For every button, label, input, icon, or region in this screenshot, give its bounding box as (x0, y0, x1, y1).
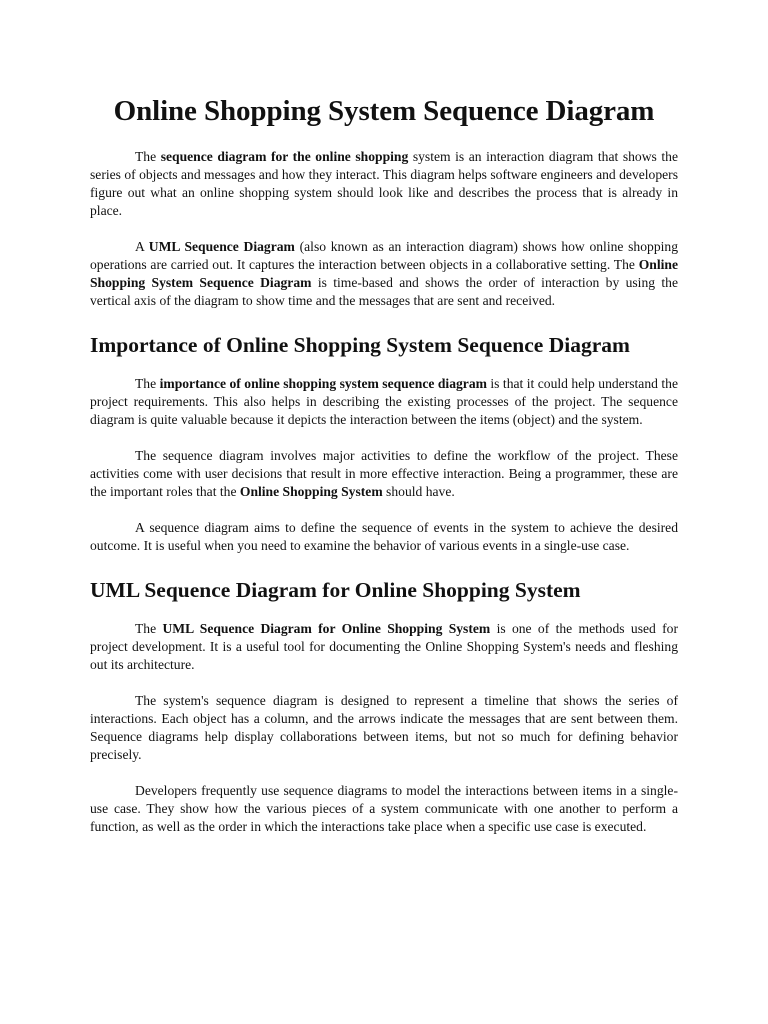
bold-phrase: UML Sequence Diagram for Online Shopping System (162, 621, 491, 636)
uml-paragraph-3 (90, 782, 678, 836)
text-run: The (135, 376, 160, 391)
bold-phrase: UML Sequence Diagram (148, 239, 295, 254)
importance-heading: Importance of Online Shopping System Sequence Diagram (90, 333, 630, 357)
text-run: is that it could help understand the project requirements. This also helps in describing the existing processes of the project. The sequence diagram is quite valuable because it depicts the interaction between the items (object) and the system. (90, 376, 678, 427)
text-run: is one of the methods used for project development. It is a useful tool for documenting the Online Shopping System's needs and fleshing out its architecture. (90, 621, 678, 672)
bold-phrase: Online Shopping System Sequence Diagram (90, 257, 678, 290)
text-run: (also known as an interaction diagram) shows how online shopping operations are carried out. It captures the interaction between objects in a collaborative setting. The (90, 239, 678, 272)
bold-phrase: importance of online shopping system sequence diagram (159, 376, 487, 391)
text-run: should have. (382, 484, 455, 499)
importance-paragraph-2 (90, 447, 678, 501)
uml-heading: UML Sequence Diagram for Online Shopping System (90, 578, 581, 602)
document-title: Online Shopping System Sequence Diagram (113, 95, 655, 127)
text-run: A sequence diagram aims to define the sequence of events in the system to achieve the desired outcome. It is useful when you need to examine the behavior of various events in a single-use case. (90, 520, 678, 553)
text-run: The (135, 621, 163, 636)
importance-paragraph-1 (90, 375, 678, 429)
uml-paragraph-2 (90, 692, 678, 764)
uml-paragraph-1 (90, 620, 678, 674)
text-run: The sequence diagram involves major activities to define the workflow of the project. These activities come with user decisions that result in more effective interaction. Being a programmer, these are the important roles that the (90, 448, 678, 499)
text-run: The (135, 149, 161, 164)
text-run: A (135, 239, 149, 254)
text-run: is time-based and shows the order of interaction by using the vertical axis of the diagram to show time and the messages that are sent and received. (90, 275, 678, 308)
intro-paragraph-2 (90, 238, 678, 310)
bold-phrase: sequence diagram for the online shopping (160, 149, 409, 164)
text-run: system is an interaction diagram that shows the series of objects and messages and how they interact. This diagram helps software engineers and developers figure out what an online shopping system should look like and describes the process that is already in place. (90, 149, 678, 218)
bold-phrase: Online Shopping System (239, 484, 383, 499)
text-run: Developers frequently use sequence diagrams to model the interactions between items in a single-use case. They show how the various pieces of a system communicate with one another to perform a function, as well as the order in which the interactions take place when a specific use case is executed. (90, 783, 678, 834)
importance-paragraph-3 (90, 519, 678, 555)
intro-paragraph-1 (90, 148, 678, 220)
text-run: The system's sequence diagram is designed to represent a timeline that shows the series of interactions. Each object has a column, and the arrows indicate the messages that are sent between them. Sequence diagrams help display collaborations between items, but not so much for defining behavior precisely. (90, 693, 678, 762)
